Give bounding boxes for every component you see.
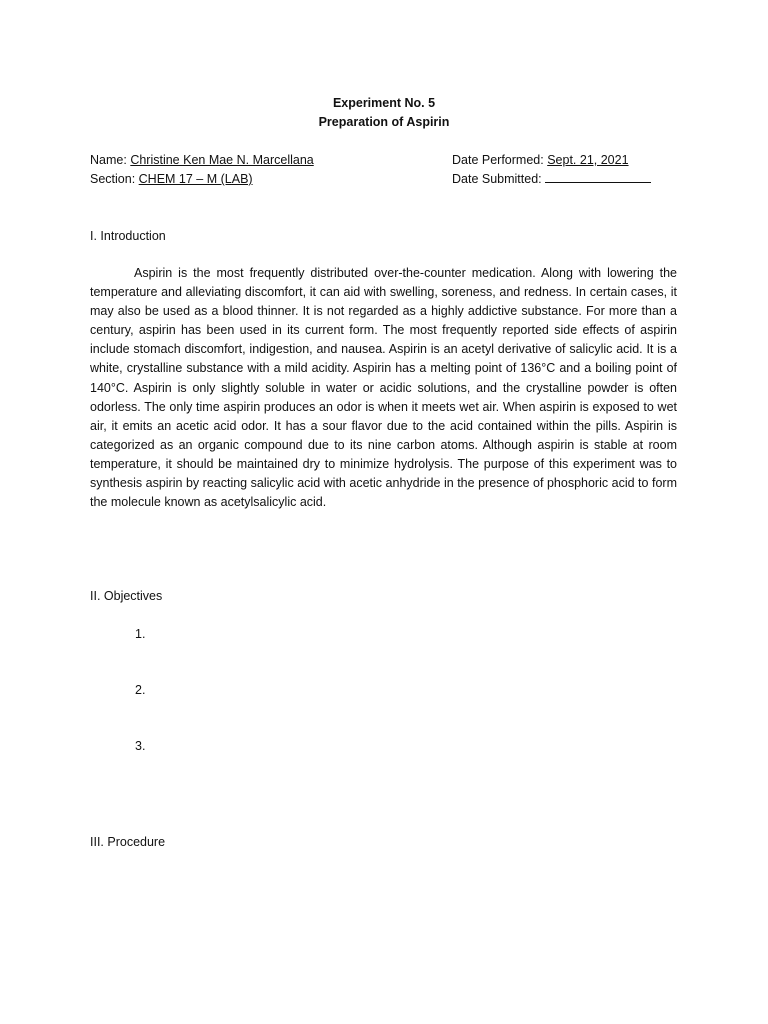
objective-item-2: 2.: [135, 683, 146, 697]
procedure-heading: III. Procedure: [90, 835, 166, 849]
student-info: [90, 151, 314, 189]
name-line: [90, 151, 314, 170]
date-performed-value: Sept. 21, 2021: [547, 153, 629, 167]
introduction-heading: I. Introduction: [90, 229, 166, 243]
title-block: [0, 94, 768, 132]
experiment-title: Preparation of Aspirin: [318, 115, 450, 129]
name-label: Name:: [90, 153, 127, 167]
date-info: [452, 151, 651, 189]
date-submitted-line: [452, 170, 651, 189]
objective-item-3: 3.: [135, 739, 146, 753]
date-performed-label: Date Performed:: [452, 153, 544, 167]
objectives-heading: II. Objectives: [90, 589, 163, 603]
date-submitted-blank: [545, 170, 651, 183]
objective-item-1: 1.: [135, 627, 146, 641]
name-value: Christine Ken Mae N. Marcellana: [130, 153, 314, 167]
date-performed-line: [452, 151, 651, 170]
section-value: CHEM 17 – M (LAB): [138, 172, 253, 186]
section-label: Section:: [90, 172, 136, 186]
experiment-number: Experiment No. 5: [332, 96, 436, 110]
date-submitted-label: Date Submitted:: [452, 172, 542, 186]
introduction-paragraph: Aspirin is the most frequently distributed over-the-counter medication. Along with lowering the temperature and alleviating discomfort, it can aid with swelling, soreness, and redness. In certain cases, it may also be used as a blood thinner. It is not regarded as a highly addictive substance. For more than a century, aspirin has been used in its current form. The most frequently reported side effects of aspirin include stomach discomfort, indigestion, and nausea. Aspirin is an acetyl derivative of salicylic acid. It is a white, crystalline substance with a mild acidity. Aspirin has a melting point of 136°C and a boiling point of 140°C. Aspirin is only slightly soluble in water or acidic solutions, and the crystalline powder is often odorless. The only time aspirin produces an odor is when it meets wet air. When aspirin is exposed to wet air, it emits an acetic acid odor. It has a sour flavor due to the acid contained within the pills. Aspirin is categorized as an organic compound due to its nine carbon atoms. Although aspirin is stable at room temperature, it should be maintained dry to minimize hydrolysis. The purpose of this experiment was to synthesis aspirin by reacting salicylic acid with acetic anhydride in the presence of phosphoric acid to form the molecule known as acetylsalicylic acid.: [90, 266, 677, 510]
section-line: [90, 170, 314, 189]
